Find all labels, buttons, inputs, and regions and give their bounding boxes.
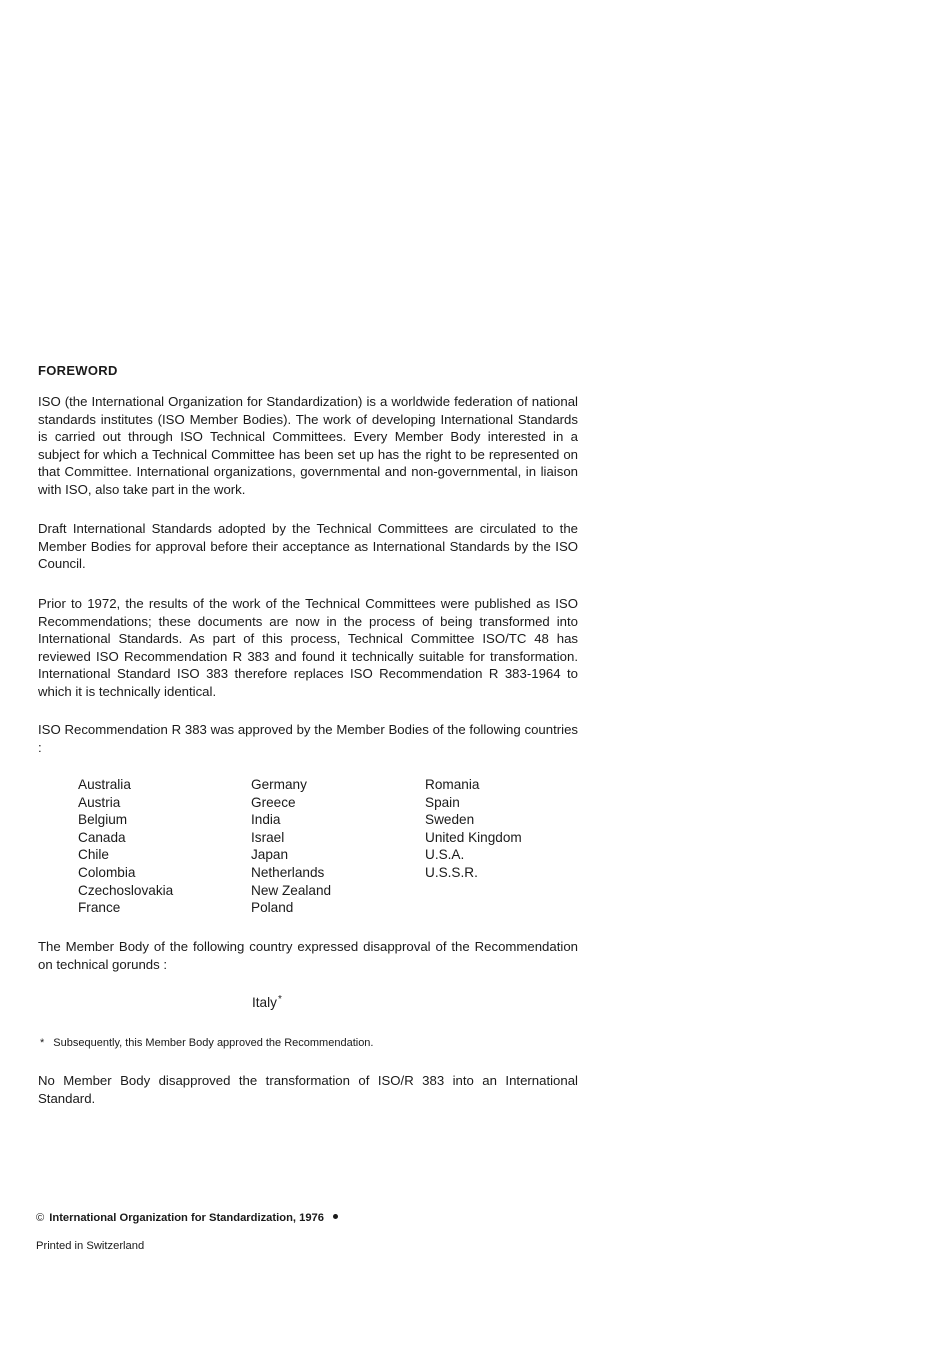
foreword-paragraph-6: No Member Body disapproved the transformation of ISO/R 383 into an International Standard. [38, 1073, 578, 1106]
foreword-paragraph-5: The Member Body of the following country expressed disapproval of the Recommendation on technical gorunds : [38, 939, 578, 972]
footnote-marker: * [277, 994, 282, 1005]
country-item: Japan [251, 847, 289, 863]
country-list-column-3 [425, 776, 522, 882]
foreword-heading: FOREWORD [38, 363, 118, 378]
country-item: Colombia [78, 864, 136, 880]
country-item: Israel [251, 829, 285, 845]
foreword-paragraph-2: Draft International Standards adopted by the Technical Committees are circulated to the Member Bodies for approval before their acceptance as International Standards by the ISO Council. [38, 521, 578, 572]
country-item: New Zealand [251, 882, 332, 898]
country-item: France [78, 900, 121, 916]
country-item: Sweden [425, 812, 475, 828]
country-item: Greece [251, 794, 296, 810]
country-item: India [251, 812, 281, 828]
country-list-column-1 [78, 776, 173, 917]
foreword-paragraph-4: ISO Recommendation R 383 was approved by the Member Bodies of the following countries : [38, 722, 578, 755]
country-item: Chile [78, 847, 109, 863]
country-item: Romania [425, 777, 480, 792]
country-item: Netherlands [251, 864, 325, 880]
footnote [40, 1037, 373, 1049]
printed-in: Printed in Switzerland [36, 1240, 145, 1252]
disapproving-country [252, 994, 282, 1010]
foreword-paragraph-3: Prior to 1972, the results of the work of the Technical Committees were published as ISO Recommendations; these documents are now in the process of being transformed into International Standards. As part of this process, Technical Committee ISO/TC 48 has reviewed ISO Recommendation R 383 and found it technically suitable for transformation. International Standard ISO 383 therefore replaces ISO Recommendation R 383-1964 to which it is technically identical. [38, 596, 578, 699]
country-item: Canada [78, 829, 126, 845]
country-item: Czechoslovakia [78, 882, 174, 898]
country-item: Australia [78, 777, 131, 792]
country-item: U.S.A. [425, 847, 465, 863]
country-item: United Kingdom [425, 829, 522, 845]
disapproving-country-name: Italy [252, 995, 277, 1010]
copyright-line [36, 1212, 338, 1224]
footnote-text: Subsequently, this Member Body approved the Recommendation. [53, 1037, 374, 1049]
copyright-icon: © [36, 1212, 45, 1224]
footnote-star: * [40, 1037, 45, 1049]
country-item: Spain [425, 794, 460, 810]
country-item: Belgium [78, 812, 128, 828]
copyright-text: International Organization for Standardization, 1976 [49, 1212, 325, 1224]
country-item: U.S.S.R. [425, 864, 478, 880]
country-item: Austria [78, 794, 121, 810]
foreword-paragraph-1: ISO (the International Organization for Standardization) is a worldwide federation of national standards institutes (ISO Member Bodies). The work of developing International Standards is carried out through ISO Technical Committees. Every Member Body interested in a subject for which a Technical Committee has been set up has the right to be represented on that Committee. International organizations, governmental and non-governmental, in liaison with ISO, also take part in the work. [38, 394, 578, 497]
bullet-dot-icon [333, 1214, 338, 1219]
country-list-column-2 [251, 776, 331, 917]
country-item: Germany [251, 777, 307, 792]
country-item: Poland [251, 900, 294, 916]
